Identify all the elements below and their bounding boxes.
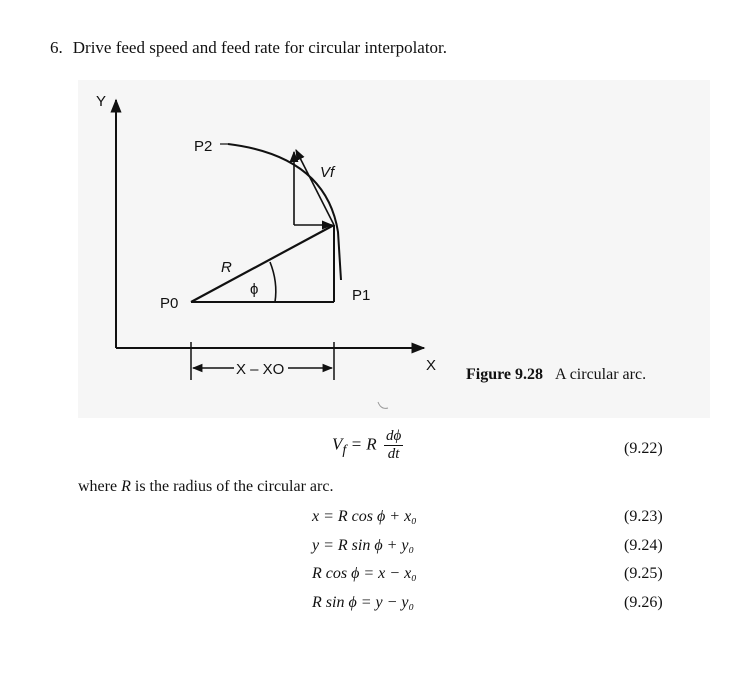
equation-9-26: R sin ϕ = y − y₀ <box>312 594 415 611</box>
where-text-2: is the radius of the circular arc. <box>130 478 334 495</box>
eq-fraction <box>384 428 403 463</box>
figure-caption-text: A circular arc. <box>555 366 647 383</box>
eq-fraction-denominator: dt <box>387 446 400 462</box>
p2-label: P2 <box>194 138 213 155</box>
angle-arc <box>270 262 276 302</box>
p1-label: P1 <box>352 287 371 304</box>
equation-number-9-23: (9.23) <box>624 508 663 525</box>
equation-9-25: R cos ϕ = x − x₀ <box>312 565 417 582</box>
vf-label: Vf <box>320 164 335 181</box>
equation-number-9-26: (9.26) <box>624 594 663 611</box>
equation-number-9-25: (9.25) <box>624 565 663 582</box>
dimension-label: X – XO <box>236 361 285 378</box>
where-text-1: where <box>78 478 122 495</box>
equation-9-23: x = R cos ϕ + x₀ <box>312 508 417 525</box>
figure-caption <box>466 366 646 384</box>
where-sentence <box>78 478 333 496</box>
question-heading <box>50 38 447 58</box>
equation-9-24: y = R sin ϕ + y₀ <box>312 537 415 554</box>
velocity-vector <box>296 150 334 225</box>
angle-label: ϕ <box>250 281 259 298</box>
question-text: Drive feed speed and feed rate for circular interpolator. <box>72 38 448 57</box>
stray-mark <box>378 402 388 408</box>
radius-label: R <box>221 259 232 276</box>
radius-line <box>191 225 334 302</box>
question-number: 6. <box>50 38 63 57</box>
figure-caption-label: Figure 9.28 <box>466 366 544 383</box>
eq-lhs-sub: f <box>342 441 347 458</box>
eq-lhs: V <box>332 434 343 454</box>
where-variable: R <box>121 478 131 495</box>
p0-label: P0 <box>160 295 179 312</box>
equation-number-9-24: (9.24) <box>624 537 663 554</box>
y-axis-label: Y <box>96 93 107 110</box>
eq-fraction-numerator: dϕ <box>385 428 402 444</box>
eq-rhs: = R <box>350 434 377 454</box>
equation-number-9-22: (9.22) <box>624 440 663 457</box>
equation-9-22 <box>332 428 403 463</box>
x-axis-label: X <box>426 357 437 374</box>
